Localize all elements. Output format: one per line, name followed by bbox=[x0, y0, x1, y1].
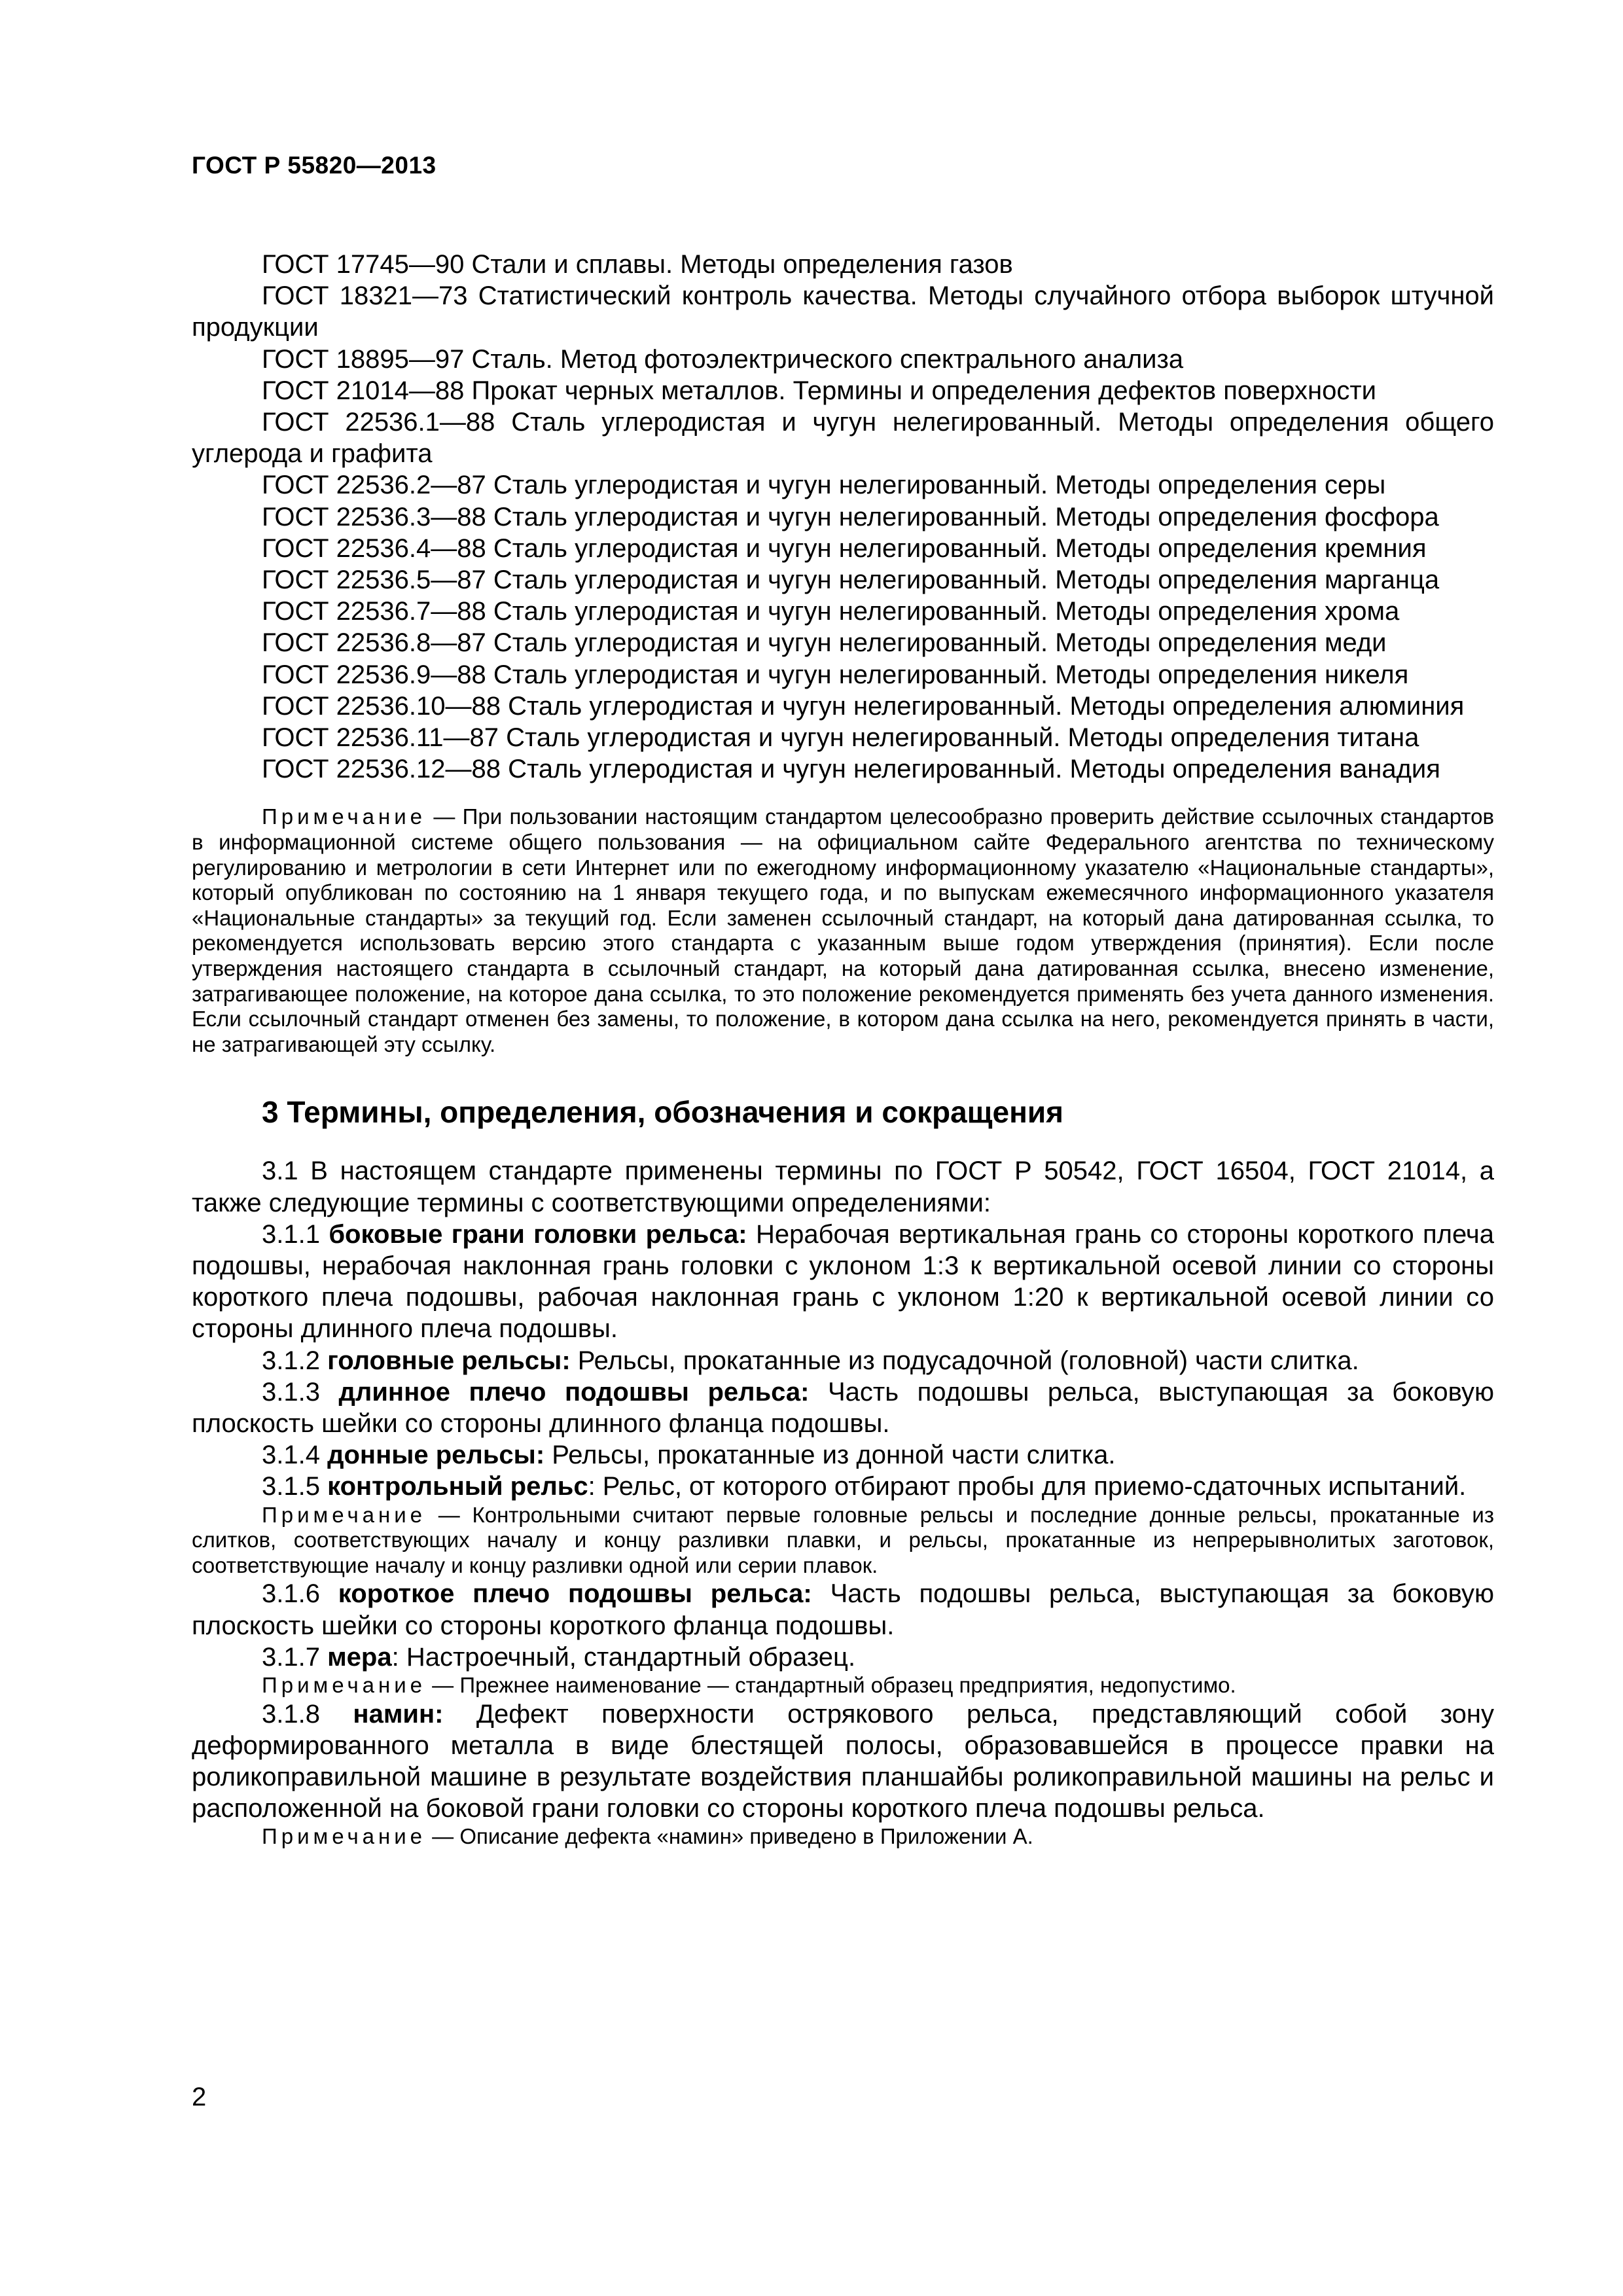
note-text: — Описание дефекта «намин» приведено в Приложении А. bbox=[426, 1824, 1033, 1849]
reference-item: ГОСТ 22536.2—87 Сталь углеродистая и чугун нелегированный. Методы определения серы bbox=[262, 471, 1386, 500]
note-control-rail bbox=[192, 1503, 1494, 1579]
term-definition: Часть подошвы рельса, выступающая за боковую плоскость шейки со стороны короткого фланца подошвы. bbox=[192, 1579, 1495, 1640]
term-name: короткое плечо подошвы рельса: bbox=[338, 1579, 812, 1609]
note-label: Примечание bbox=[262, 1824, 427, 1849]
term-number: 3.1.3 bbox=[262, 1377, 339, 1407]
reference-item: ГОСТ 22536.4—88 Сталь углеродистая и чугун нелегированный. Методы определения кремния bbox=[262, 533, 1427, 563]
reference-item: ГОСТ 22536.11—87 Сталь углеродистая и чугун нелегированный. Методы определения титана bbox=[262, 723, 1419, 753]
term-number: 3.1.1 bbox=[262, 1219, 329, 1249]
reference-item: ГОСТ 22536.1—88 Сталь углеродистая и чугун нелегированный. Методы определения общего углерода и графита bbox=[192, 408, 1494, 469]
term-definition: : Настроечный, стандартный образец. bbox=[391, 1642, 856, 1672]
terms-section bbox=[192, 1155, 1494, 1850]
reference-item: ГОСТ 22536.7—88 Сталь углеродистая и чугун нелегированный. Методы определения хрома bbox=[262, 597, 1400, 626]
term-name: мера bbox=[327, 1642, 392, 1672]
reference-item: ГОСТ 22536.3—88 Сталь углеродистая и чугун нелегированный. Методы определения фосфора bbox=[262, 502, 1439, 531]
term-3-1-7 bbox=[192, 1641, 1494, 1673]
term-3-1-5 bbox=[192, 1471, 1494, 1502]
term-number: 3.1.6 bbox=[262, 1579, 338, 1609]
term-number: 3.1.8 bbox=[262, 1699, 353, 1729]
term-3-1-3 bbox=[192, 1376, 1494, 1439]
term-name: донные рельсы: bbox=[327, 1441, 545, 1470]
term-definition: Нерабочая вертикальная грань со стороны короткого плеча подошвы, нерабочая наклонная грань головки с уклоном 1:3 к вертикальной осевой линии со стороны короткого плеча подошвы, рабочая наклонная грань с уклоном 1:20 к вертикальной осевой линии со стороны длинного плеча подошвы. bbox=[192, 1219, 1495, 1344]
note-label: Примечание bbox=[262, 804, 427, 829]
term-definition: : Рельс, от которого отбирают пробы для приемо-сдаточных испытаний. bbox=[588, 1472, 1467, 1501]
document-body bbox=[192, 249, 1494, 1850]
note-text: — При пользовании настоящим стандартом целесообразно проверить действие ссылочных стандартов в информационной системе общего пользования — на официальном сайте Федерального агентства по техническому регулированию и метрологии в сети Интернет или по ежегодному информационному указателю «Национальные стандарты», который опубликован по состоянию на 1 января текущего года, и по выпускам ежемесячного информационного указателя «Национальные стандарты» за текущий год. Если заменен ссылочный стандарт, на который дана датированная ссылка, то рекомендуется использовать версию этого стандарта с указанным выше годом утверждения (принятия). Если после утверждения настоящего стандарта в ссылочный стандарт, на который дана датированная ссылка, внесено изменение, затрагивающее положение, на которое дана ссылка, то это положение рекомендуется применять без учета данного изменения. Если ссылочный стандарт отменен без замены, то положение, в котором дана ссылка на него, рекомендуется принять в части, не затрагивающей эту ссылку. bbox=[192, 804, 1494, 1056]
reference-item: ГОСТ 17745—90 Стали и сплавы. Методы определения газов bbox=[262, 250, 1013, 279]
reference-item: ГОСТ 22536.5—87 Сталь углеродистая и чугун нелегированный. Методы определения марганца bbox=[262, 565, 1440, 595]
reference-item: ГОСТ 22536.10—88 Сталь углеродистая и чугун нелегированный. Методы определения алюминия bbox=[262, 691, 1465, 721]
section-title: 3 Термины, определения, обозначения и сокращения bbox=[262, 1095, 1063, 1130]
note-measure bbox=[192, 1673, 1494, 1698]
term-name: боковые грани головки рельса: bbox=[329, 1219, 747, 1249]
reference-item: ГОСТ 22536.9—88 Сталь углеродистая и чугун нелегированный. Методы определения никеля bbox=[262, 660, 1409, 689]
reference-item: ГОСТ 21014—88 Прокат черных металлов. Термины и определения дефектов поверхности bbox=[262, 376, 1376, 405]
term-3-1-6 bbox=[192, 1578, 1494, 1641]
term-name: длинное плечо подошвы рельса: bbox=[338, 1377, 810, 1407]
term-definition: Дефект поверхности острякового рельса, представляющий собой зону деформированного металла в виде блестящей полосы, образовавшейся в процессе правки на роликоправильной машине в результате воздействия планшайбы роликоправильной машины на рельс и расположенной на боковой грани головки со стороны короткого плеча подошвы рельса. bbox=[192, 1699, 1495, 1823]
reference-item: ГОСТ 18321—73 Статистический контроль качества. Методы случайного отбора выборок штучной продукции bbox=[192, 281, 1494, 342]
term-name: контрольный рельс bbox=[327, 1472, 588, 1501]
reference-item: ГОСТ 22536.12—88 Сталь углеродистая и чугун нелегированный. Методы определения ванадия bbox=[262, 755, 1440, 784]
term-3-1-2 bbox=[192, 1345, 1494, 1376]
term-definition: Часть подошвы рельса, выступающая за боковую плоскость шейки со стороны длинного фланца подошвы. bbox=[192, 1377, 1495, 1439]
terms-intro: 3.1 В настоящем стандарте применены термины по ГОСТ Р 50542, ГОСТ 16504, ГОСТ 21014, а также следующие термины с соответствующими определениями: bbox=[192, 1157, 1494, 1217]
term-3-1-1 bbox=[192, 1219, 1494, 1345]
term-name: намин: bbox=[353, 1699, 444, 1729]
term-3-1-4 bbox=[192, 1439, 1494, 1471]
term-definition: Рельсы, прокатанные из донной части слитка. bbox=[544, 1441, 1116, 1470]
term-number: 3.1.4 bbox=[262, 1441, 328, 1470]
note-label: Примечание bbox=[262, 1502, 427, 1527]
note-text: — Прежнее наименование — стандартный образец предприятия, недопустимо. bbox=[426, 1673, 1236, 1698]
term-definition: Рельсы, прокатанные из подусадочной (головной) части слитка. bbox=[570, 1346, 1359, 1375]
term-number: 3.1.7 bbox=[262, 1642, 328, 1672]
note-label: Примечание bbox=[262, 1673, 427, 1698]
reference-item: ГОСТ 18895—97 Сталь. Метод фотоэлектрического спектрального анализа bbox=[262, 344, 1184, 374]
term-number: 3.1.2 bbox=[262, 1346, 328, 1375]
page-number: 2 bbox=[192, 2083, 207, 2111]
document-header: ГОСТ Р 55820—2013 bbox=[192, 152, 437, 179]
term-name: головные рельсы: bbox=[327, 1346, 571, 1375]
reference-item: ГОСТ 22536.8—87 Сталь углеродистая и чугун нелегированный. Методы определения меди bbox=[262, 628, 1387, 658]
note-references bbox=[192, 804, 1494, 1057]
normative-references-list bbox=[192, 249, 1494, 785]
note-text: — Контрольными считают первые головные рельсы и последние донные рельсы, прокатанные из слитков, соответствующих началу и концу разливки плавки, и рельсы, прокатанные из непрерывнолитых заготовок, соответствующие началу и концу разливки одной или серии плавок. bbox=[192, 1502, 1494, 1577]
term-3-1-8 bbox=[192, 1698, 1494, 1825]
term-number: 3.1.5 bbox=[262, 1472, 328, 1501]
note-namin bbox=[192, 1824, 1494, 1850]
